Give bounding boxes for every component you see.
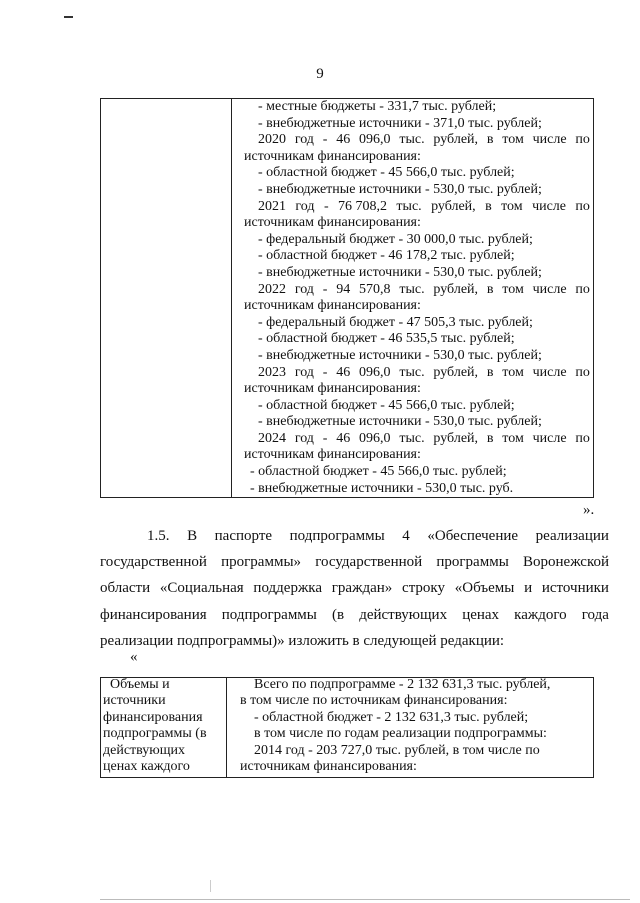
word: 096,0 (359, 132, 391, 148)
word: рублей, (431, 198, 476, 214)
table-text-line: - областной бюджет - 2 132 631,3 тыс. рублей; (240, 709, 529, 725)
word: в (486, 430, 494, 446)
word: паспорте (214, 528, 273, 544)
paragraph-line (100, 523, 609, 549)
word: финансирования (100, 606, 207, 623)
table-text-line: - местные бюджеты - 331,7 тыс. рублей; (258, 99, 497, 114)
table-text-line (244, 199, 590, 216)
word: «Социальная (159, 580, 244, 597)
paragraph-line: реализации подпрограммы)» изложить в следующей редакции: (100, 632, 505, 649)
table-text-line (244, 132, 590, 149)
table-header-line: действующих (103, 742, 186, 758)
word: реализации (535, 528, 609, 544)
word: действующих (359, 606, 448, 623)
table-header-line: ценах каждого (103, 758, 190, 774)
word: числе (532, 281, 567, 297)
table-text-line: - внебюджетные источники - 530,0 тыс. рублей; (258, 264, 542, 280)
word: в (486, 364, 494, 380)
word: программы (436, 554, 509, 571)
word: том (502, 281, 524, 297)
page-bottom-edge (100, 899, 630, 900)
word: 096,0 (359, 364, 391, 380)
word: тыс. (396, 198, 422, 214)
scan-mark (64, 16, 73, 18)
word: источники (541, 580, 609, 597)
table-text-line: - внебюджетные источники - 530,0 тыс. руб. (250, 480, 514, 496)
table-text-line: в том числе по источникам финансирования: (240, 693, 508, 709)
table-text-line: - федеральный бюджет - 30 000,0 тыс. рублей; (258, 231, 533, 247)
table-text-line: 2014 год - 203 727,0 тыс. рублей, в том числе по (240, 742, 540, 758)
word: Воронежской (523, 554, 609, 571)
word: - (322, 281, 328, 297)
table-text-line: источникам финансирования: (244, 298, 421, 314)
table-text-line: - областной бюджет - 45 566,0 тыс. рублей; (258, 165, 515, 181)
table-header-line: Объемы и (103, 677, 170, 692)
table-row-header (103, 677, 221, 775)
word: по (575, 364, 590, 380)
word: в (485, 198, 492, 214)
word: государственной (315, 554, 423, 571)
word: ценах (462, 606, 500, 623)
table-header-line: подпрограммы (в (103, 726, 207, 742)
page-number: 9 (316, 66, 324, 82)
table-row-content (240, 677, 590, 775)
word: год (294, 281, 314, 297)
table-text-line: источникам финансирования: (240, 758, 417, 774)
word: 096,0 (359, 430, 391, 446)
word: в (486, 281, 494, 297)
table-column-divider (226, 678, 227, 777)
word: 46 (336, 364, 351, 380)
word: по (575, 430, 590, 446)
word: тыс. (399, 430, 425, 446)
table-text-line: источникам финансирования: (244, 381, 421, 397)
table-text-line (244, 282, 590, 299)
word: числе (532, 430, 567, 446)
table-text-line: Всего по подпрограмме - 2 132 631,3 тыс. рублей, (240, 677, 551, 692)
financing-table-text (244, 99, 590, 497)
table-text-line: - областной бюджет - 46 178,2 тыс. рублей; (258, 248, 515, 264)
word: тыс. (399, 281, 425, 297)
scan-artifact (210, 880, 211, 892)
word: 2021 (258, 198, 286, 214)
word: «Обеспечение (427, 528, 519, 544)
word: в (486, 132, 494, 148)
word: 76 708,2 (338, 198, 388, 214)
word: области (100, 580, 151, 597)
table-text-line: - областной бюджет - 45 566,0 тыс. рублей; (258, 397, 515, 413)
closing-quote: ». (583, 502, 595, 518)
word: подпрограммы (221, 606, 317, 623)
word: год (295, 198, 315, 214)
table-text-line: - внебюджетные источники - 530,0 тыс. рублей; (258, 347, 542, 363)
word: государственной (100, 554, 207, 571)
paragraph-line (100, 575, 609, 601)
word: 2022 (258, 281, 286, 297)
word: рублей, (433, 281, 479, 297)
word: числе (532, 198, 567, 214)
word: по (575, 281, 590, 297)
word: рублей, (433, 430, 479, 446)
table-text-line: - областной бюджет - 45 566,0 тыс. рублей; (250, 464, 507, 480)
word: «Объемы (454, 580, 515, 597)
paragraph-line (100, 602, 609, 628)
word: 2024 (258, 430, 286, 446)
word: - (322, 430, 328, 446)
word: подпрограммы (289, 528, 385, 544)
word: программы» (221, 554, 302, 571)
word: том (502, 430, 524, 446)
word: 46 (336, 430, 351, 446)
word: том (501, 198, 523, 214)
word: - (323, 198, 329, 214)
paragraph-line (100, 549, 609, 575)
word: - (322, 132, 328, 148)
word: рублей, (433, 364, 479, 380)
word: 4 (402, 528, 410, 544)
word: и (524, 580, 533, 597)
opening-quote: « (130, 649, 138, 665)
table-text-line: - внебюджетные источники - 530,0 тыс. рублей; (258, 181, 542, 197)
word: строку (402, 580, 446, 597)
word: поддержка (253, 580, 323, 597)
table-column-divider (231, 99, 232, 497)
table-text-line: - областной бюджет - 46 535,5 тыс. рублей; (258, 331, 515, 347)
word: числе (532, 132, 567, 148)
table-text-line: источникам финансирования: (244, 148, 421, 164)
table-text-line: - внебюджетные источники - 371,0 тыс. рублей; (258, 115, 542, 131)
word: год (294, 132, 314, 148)
word: по (575, 132, 590, 148)
table-text-line: - внебюджетные источники - 530,0 тыс. рублей; (258, 414, 542, 430)
word: числе (532, 364, 567, 380)
table-header-line: финансирования (103, 709, 203, 725)
table-text-line (244, 431, 590, 448)
word: - (322, 364, 328, 380)
table-text-line (244, 365, 590, 382)
word: рублей, (433, 132, 479, 148)
word: года (581, 606, 609, 623)
word: по (575, 198, 590, 214)
table-text-line: - федеральный бюджет - 47 505,3 тыс. рублей; (258, 314, 533, 330)
word: тыс. (399, 364, 425, 380)
table-header-line: источники (103, 693, 166, 709)
word: год (294, 430, 314, 446)
word: каждого (514, 606, 567, 623)
table-text-line: источникам финансирования: (244, 215, 421, 231)
word: граждан» (331, 580, 393, 597)
word: (в (332, 606, 345, 623)
table-text-line: источникам финансирования: (244, 447, 421, 463)
word: 2020 (258, 132, 286, 148)
word: В (187, 528, 198, 544)
word: 94 (336, 281, 351, 297)
word: 2023 (258, 364, 286, 380)
word: 570,8 (359, 281, 391, 297)
word: том (502, 364, 524, 380)
table-text-line: в том числе по годам реализации подпрограммы: (240, 726, 547, 742)
amendment-paragraph (100, 523, 609, 654)
word: том (502, 132, 524, 148)
word: 1.5. (147, 528, 170, 544)
word: год (294, 364, 314, 380)
word: 46 (336, 132, 351, 148)
word: тыс. (399, 132, 425, 148)
